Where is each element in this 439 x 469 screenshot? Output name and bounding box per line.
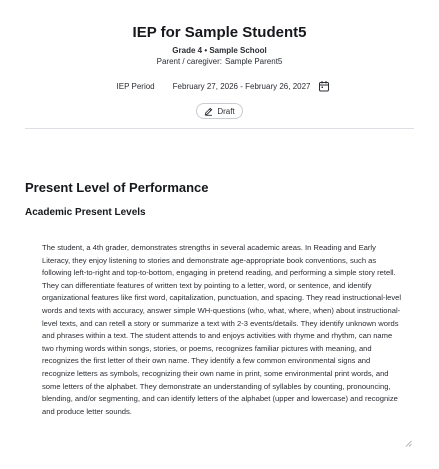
caregiver-name: Sample Parent5 xyxy=(225,57,283,66)
iep-period-row xyxy=(0,79,439,93)
academic-present-levels-text: The student, a 4th grader, demonstrates strengths in several academic areas. In Reading and Early Literacy, they enjoy listening to stories and demonstrate age-appropriate book conventions, such as following left-to-right and top-to-bottom, engaging in pretend reading, and performing a simple story retell. They can differentiate features of written text by pointing to a letter, word, or sentence, and identify organizational features like first word, capitalization, punctuation, and spacing. They read instructional-level words and texts with accuracy, answer simple WH-questions (who, what, where, when) about instructional-level texts, and can retell a story or summarize a text with 2-3 events/details. They identify unknown words and phrases within a text. The student attends to and enjoys activities with rhyme and rhythm, can name two rhyming words within songs, stories, or poems, recognizes familiar pictures with meaning, and recognizes the first letter of their own name. They identify a few common environmental signs and recognize letters as symbols, recognizing their own name in print, some environmental print words, and some letters of the alphabet. They demonstrate an understanding of syllables by counting, pronouncing, blending, and/or segmenting, and can identify letters of the alphabet (upper and lowercase) and recognize and produce letter sounds. xyxy=(42,243,402,416)
caregiver-label: Parent / caregiver: xyxy=(156,57,222,66)
iep-period-dates: February 27, 2026 - February 26, 2027 xyxy=(172,81,311,91)
status-badge-label: Draft xyxy=(217,106,235,116)
subsection-title: Academic Present Levels xyxy=(25,207,146,218)
section-title: Present Level of Performance xyxy=(25,180,209,195)
resize-handle-icon[interactable] xyxy=(405,439,412,446)
page-title: IEP for Sample Student5 xyxy=(132,24,307,41)
grade-school-subtitle: Grade 4 • Sample School xyxy=(172,46,267,55)
iep-header xyxy=(0,0,439,119)
caregiver-line xyxy=(0,57,439,67)
pencil-icon xyxy=(204,107,213,116)
header-divider xyxy=(25,128,414,129)
calendar-icon[interactable] xyxy=(318,80,330,92)
academic-present-levels-textarea[interactable] xyxy=(25,230,414,448)
iep-period-label: IEP Period xyxy=(116,81,155,91)
status-badge[interactable] xyxy=(196,103,242,119)
status-row xyxy=(0,103,439,119)
